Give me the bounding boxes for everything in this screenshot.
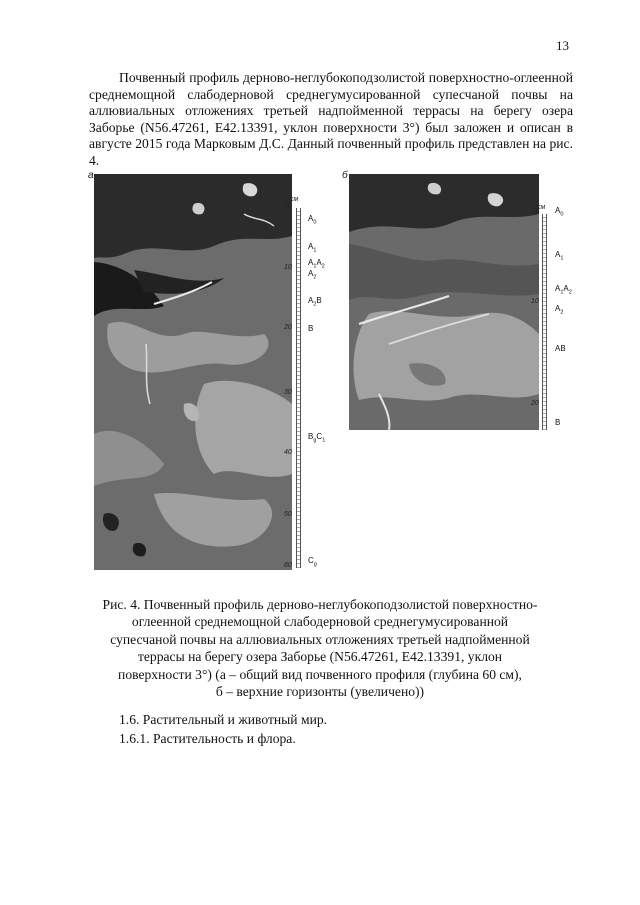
caption-line: Рис. 4. Почвенный профиль дерново-неглубокоподзолистой поверхностно-	[102, 597, 538, 612]
tick-a-60: 60	[284, 562, 292, 569]
horizon-b-a2: $A_2$	[555, 304, 564, 316]
horizon-a-a0: $A_0$	[308, 214, 317, 226]
depth-ruler-a	[296, 208, 301, 568]
horizon-b-b: B	[555, 418, 561, 427]
panel-b-label: б	[342, 170, 348, 181]
caption-line: супесчаной почвы на аллювиальных отложениях третьей надпойменной	[110, 631, 530, 647]
figure-caption	[70, 596, 570, 700]
tick-a-50: 50	[284, 511, 292, 518]
horizon-a-a1a2: $A_1A_2$	[308, 258, 325, 270]
tick-a-40: 40	[284, 449, 292, 456]
horizon-a-cg: $C_g$	[308, 556, 317, 568]
caption-line: б – верхние горизонты (увеличено))	[215, 684, 425, 700]
page-number: 13	[556, 38, 569, 53]
tick-a-0: 0	[286, 204, 290, 211]
soil-photo-b-image	[349, 174, 539, 430]
section-heading-1-6-1: 1.6.1. Растительность и флора.	[119, 731, 296, 746]
horizon-a-a1: $A_1$	[308, 242, 317, 254]
caption-line: поверхности 3°) (а – общий вид почвенного профиля (глубина 60 см),	[118, 666, 522, 682]
soil-photo-b	[349, 174, 539, 430]
depth-scale-b	[531, 204, 589, 435]
tick-b-0: 0	[535, 208, 539, 215]
tick-a-30: 30	[284, 389, 292, 396]
unit-label-b: см	[537, 204, 546, 211]
soil-photo-a	[94, 174, 292, 570]
depth-ruler-b	[542, 214, 547, 430]
horizon-a-a2: $A_2$	[308, 269, 317, 281]
tick-b-20: 20	[531, 400, 539, 407]
caption-line: террасы на берегу озера Заборье (N56.47261, E42.13391, уклон	[137, 649, 503, 665]
section-heading-1-6: 1.6. Растительный и животный мир.	[119, 712, 328, 727]
tick-a-10: 10	[284, 264, 292, 271]
horizon-b-ab: AB	[555, 344, 566, 353]
tick-a-20: 20	[284, 324, 292, 331]
horizon-b-a1: $A_1$	[555, 250, 564, 262]
caption-line: оглеенной среднемощной слабодерновой среднегумусированной	[131, 614, 509, 630]
intro-paragraph: Почвенный профиль дерново-неглубокоподзолистой поверхностно-оглеенной среднемощной слабодерновой среднегумусированной супесчаной почвы на аллювиальных отложениях третьей надпойменной террасы на берегу озера Заборье (N56.47261, E42.13391, уклон поверхности 3°) был заложен и описан в августе 2015 года Марковым Д.С. Данный почвенный профиль представлен на рис. 4.	[89, 70, 573, 168]
horizon-b-a0: $A_0$	[555, 206, 564, 218]
horizon-a-bgc1: $B_gC_1$	[308, 432, 326, 444]
horizon-a-b: B	[308, 324, 314, 333]
horizon-a-a2b: $A_2B$	[308, 296, 322, 308]
unit-label-a: см	[290, 196, 299, 203]
horizon-b-a1a2: $A_1A_2$	[555, 284, 572, 296]
panel-a-label: а	[88, 170, 94, 181]
soil-photo-a-image	[94, 174, 292, 570]
depth-scale-a	[284, 196, 342, 576]
tick-b-10: 10	[531, 298, 539, 305]
